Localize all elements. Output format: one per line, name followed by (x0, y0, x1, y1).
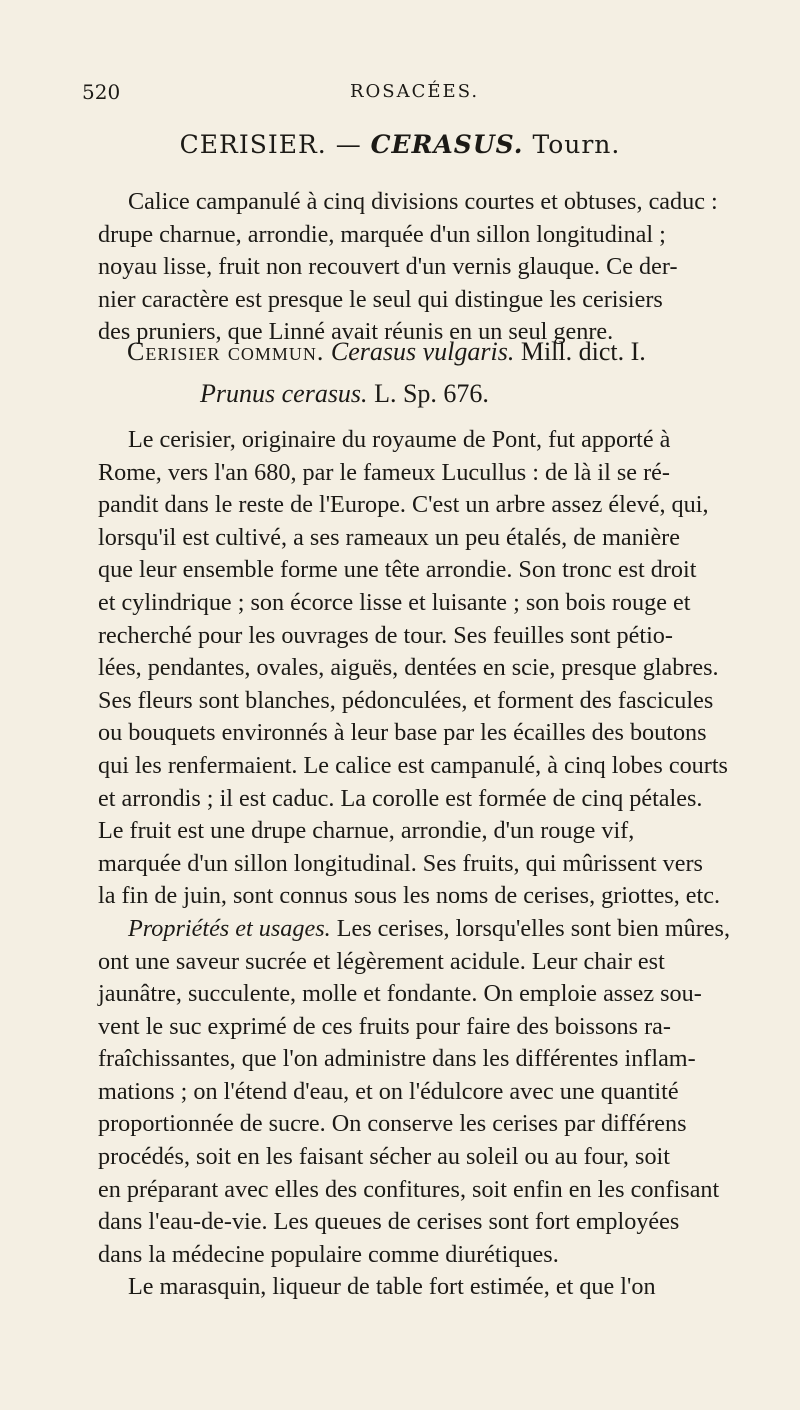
body-line: Rome, vers l'an 680, par le fameux Lucullus : de là il se ré- (98, 458, 670, 486)
body-line: que leur ensemble forme une tête arrondie. Son tronc est droit (98, 556, 697, 584)
title-dash: — (326, 130, 371, 159)
species-description (98, 424, 758, 1304)
properties-line: en préparant avec elles des confitures, soit enfin en les confisant (98, 1175, 720, 1203)
page-number: 520 (82, 80, 121, 104)
body-line: lorsqu'il est cultivé, a ses rameaux un peu étalés, de manière (98, 523, 680, 551)
last-line: Le marasquin, liqueur de table fort estimée, et que l'on (128, 1273, 656, 1301)
species-synonym: Prunus cerasus. (200, 379, 368, 408)
species-line-1 (127, 332, 646, 372)
properties-line: dans la médecine populaire comme diurétiques. (98, 1240, 559, 1268)
genus-common-name: CERISIER. (179, 130, 327, 159)
body-line: lées, pendantes, ovales, aiguës, dentées en scie, presque glabres. (98, 654, 719, 682)
description-line: Calice campanulé à cinq divisions courtes et obtuses, caduc : (128, 188, 718, 215)
page-header (82, 80, 730, 114)
body-line: la fin de juin, sont connus sous les noms de cerises, griottes, etc. (98, 882, 721, 910)
description-line: nier caractère est presque le seul qui distingue les cerisiers (98, 285, 663, 313)
body-line: Ses fleurs sont blanches, pédonculées, et forment des fascicules (98, 686, 714, 714)
properties-line: fraîchissantes, que l'on administre dans les différentes inflam- (98, 1045, 696, 1073)
body-line: qui les renfermaient. Le calice est campanulé, à cinq lobes courts (98, 751, 728, 779)
genus-title (0, 130, 800, 159)
body-line: marquée d'un sillon longitudinal. Ses fruits, qui mûrissent vers (98, 849, 703, 877)
properties-line: proportionnée de sucre. On conserve les cerises par différens (98, 1110, 687, 1138)
properties-heading: Propriétés et usages. (128, 914, 331, 942)
description-line: des pruniers, que Linné avait réunis en un seul genre. (98, 318, 614, 346)
species-reference: Mill. dict. I. (514, 337, 646, 366)
properties-line: procédés, soit en les faisant sécher au soleil ou au four, soit (98, 1143, 670, 1171)
species-common-name: Cerisier commun. (127, 337, 325, 366)
properties-line: ont une saveur sucrée et légèrement acidule. Leur chair est (98, 947, 665, 975)
body-line: recherché pour les ouvrages de tour. Ses feuilles sont pétio- (98, 621, 673, 649)
body-line: Le fruit est une drupe charnue, arrondie, d'un rouge vif, (98, 817, 635, 845)
description-line: drupe charnue, arrondie, marquée d'un sillon longitudinal ; (98, 220, 666, 248)
description-line: noyau lisse, fruit non recouvert d'un vernis glauque. Ce der- (98, 253, 678, 281)
species-line-2 (200, 374, 489, 414)
synonym-reference: L. Sp. 676. (367, 379, 489, 408)
genus-latin-name: CERASUS. (370, 130, 524, 159)
body-line: et cylindrique ; son écorce lisse et luisante ; son bois rouge et (98, 588, 691, 616)
genus-authority: Tourn. (523, 130, 621, 159)
body-line: ou bouquets environnés à leur base par les écailles des boutons (98, 719, 707, 747)
properties-first-text: Les cerises, lorsqu'elles sont bien mûres, (330, 914, 730, 942)
properties-line: jaunâtre, succulente, molle et fondante. On emploie assez sou- (98, 980, 702, 1008)
properties-line: mations ; on l'étend d'eau, et on l'édulcore avec une quantité (98, 1077, 679, 1105)
body-line: Le cerisier, originaire du royaume de Pont, fut apporté à (128, 426, 671, 453)
species-latin-name: Cerasus vulgaris. (330, 337, 515, 366)
running-title: ROSACÉES. (350, 81, 480, 102)
properties-line: dans l'eau-de-vie. Les queues de cerises sont fort employées (98, 1208, 680, 1236)
body-line: pandit dans le reste de l'Europe. C'est un arbre assez élevé, qui, (98, 491, 709, 519)
genus-description (98, 186, 758, 349)
properties-line: vent le suc exprimé de ces fruits pour faire des boissons ra- (98, 1012, 671, 1040)
body-line: et arrondis ; il est caduc. La corolle est formée de cinq pétales. (98, 784, 703, 812)
properties-first-line (98, 913, 758, 946)
